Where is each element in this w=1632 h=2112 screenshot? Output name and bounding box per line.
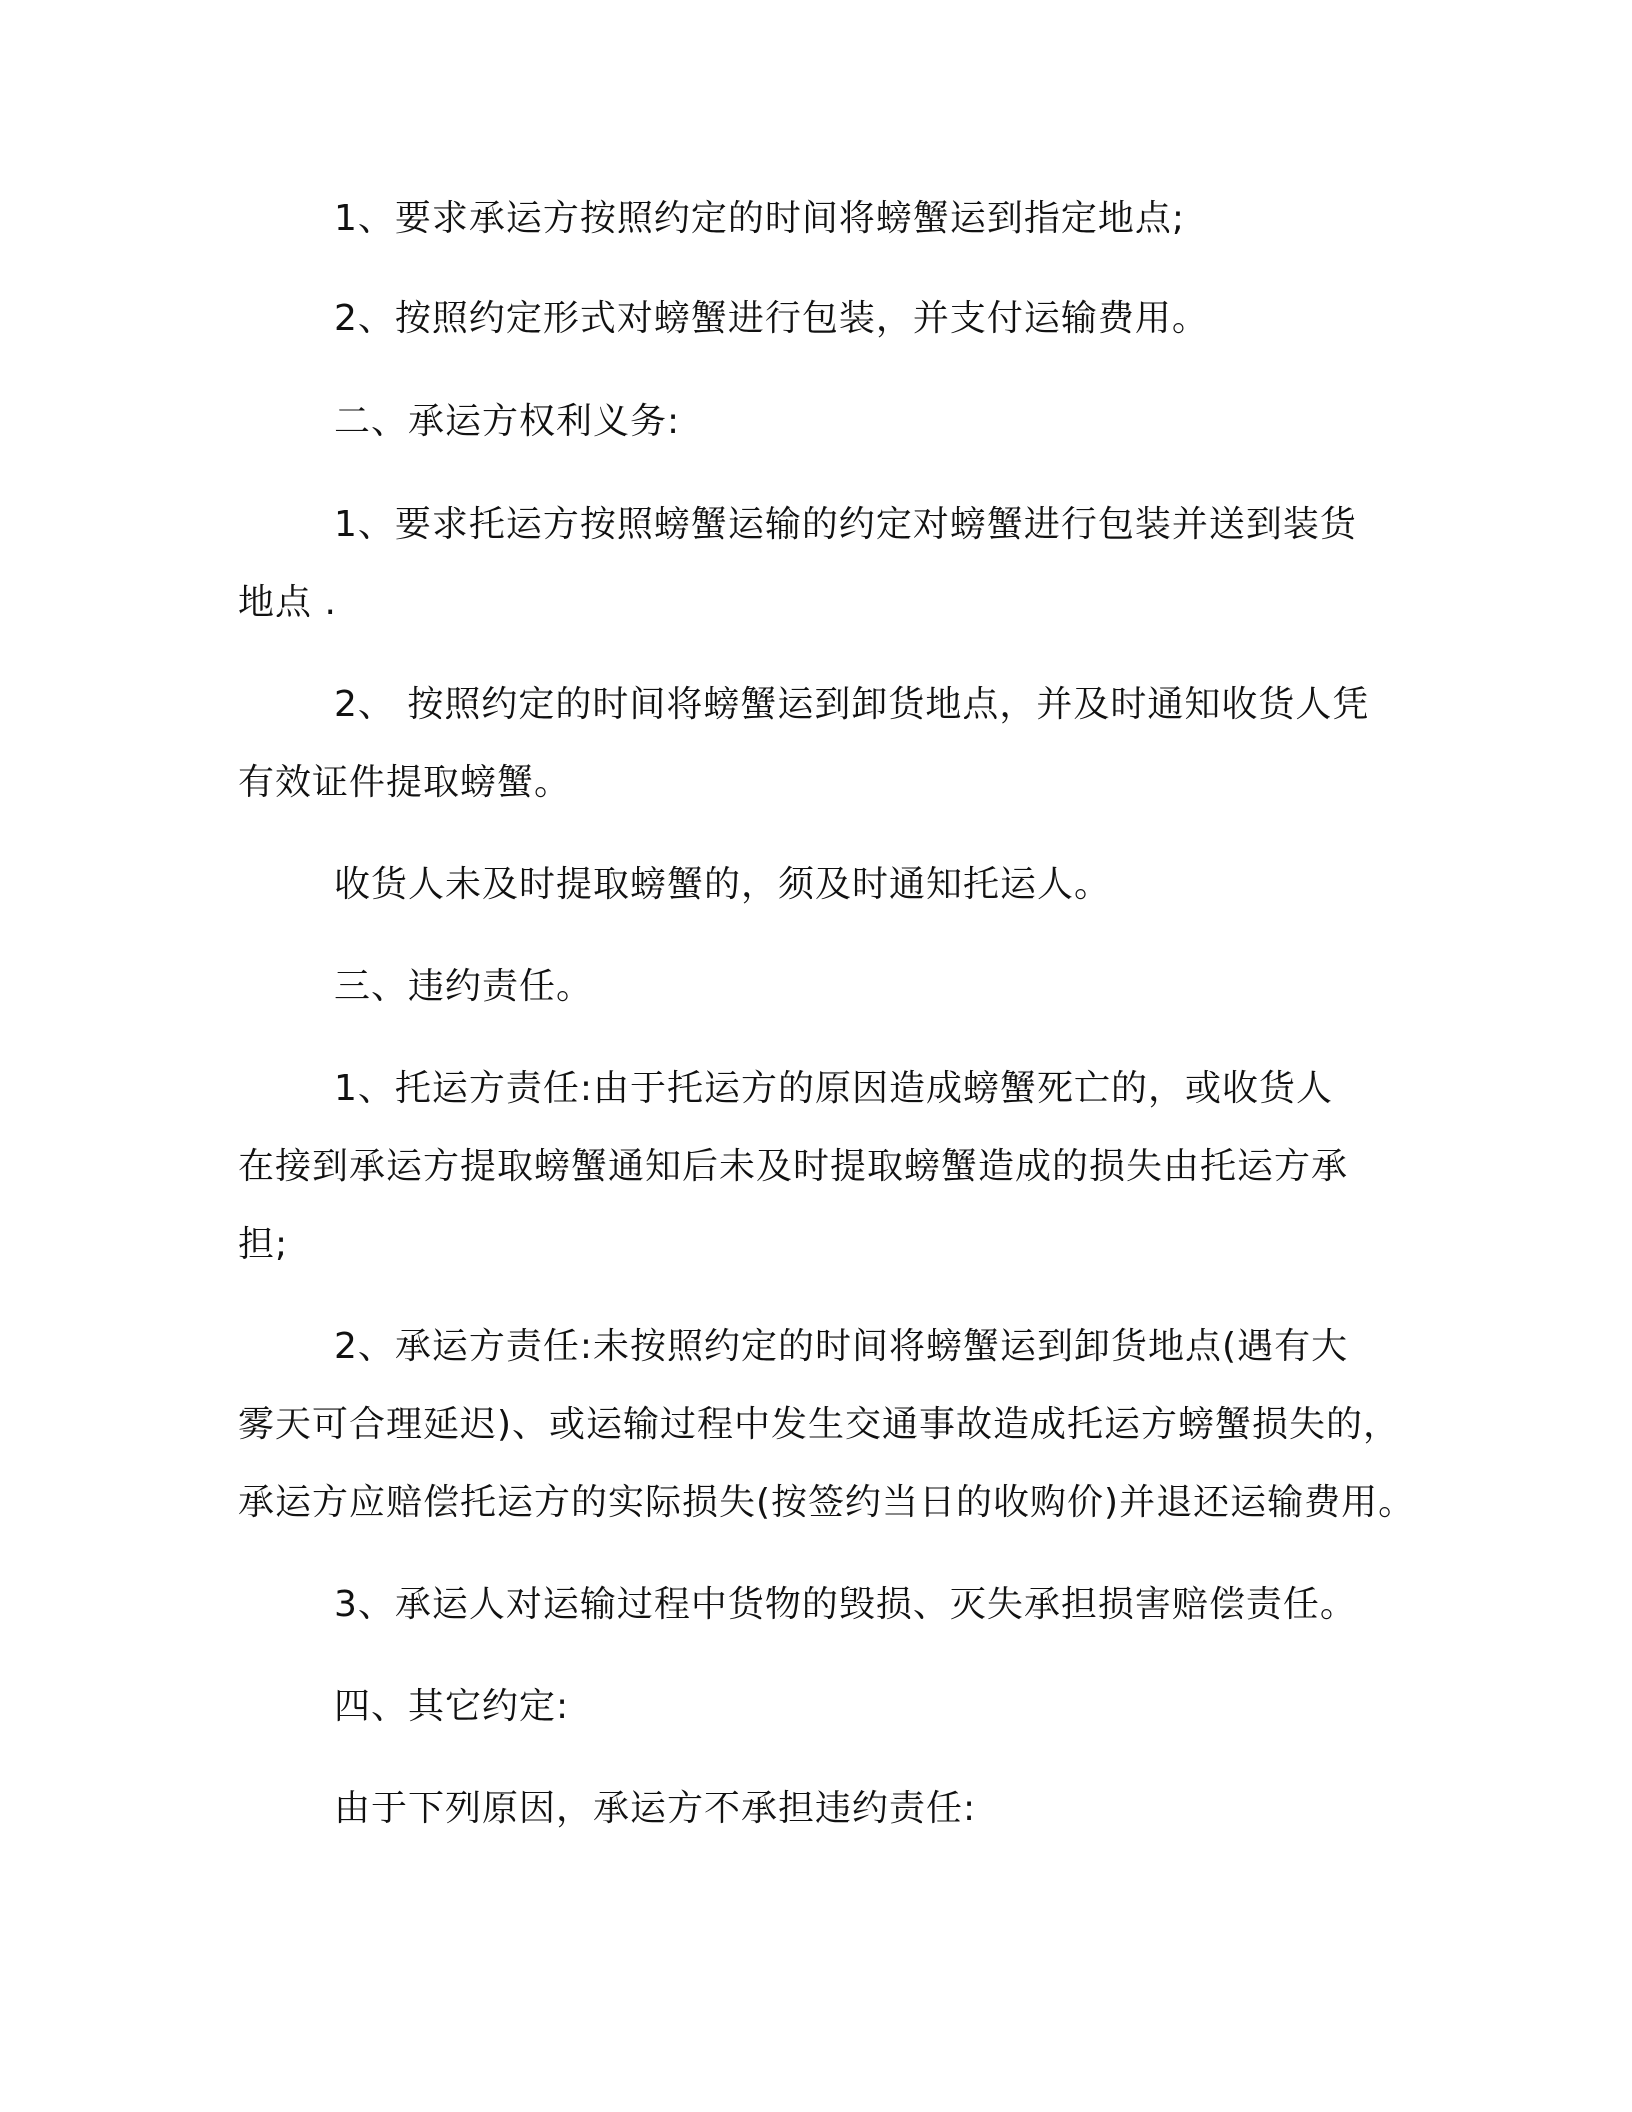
- clause-shipper-liability-end: 担;: [238, 1224, 289, 1265]
- clause-shipper-liability-continued: 在接到承运方提取螃蟹通知后未及时提取螃蟹造成的损失由托运方承: [238, 1146, 1349, 1187]
- clause-shipper-liability: 1、托运方责任:由于托运方的原因造成螃蟹死亡的，或收货人: [334, 1068, 1334, 1109]
- clause-carrier-liability: 2、承运方责任:未按照约定的时间将螃蟹运到卸货地点(遇有大: [334, 1326, 1349, 1367]
- clause-carrier-right-1: 1、要求托运方按照螃蟹运输的约定对螃蟹进行包装并送到装货: [334, 504, 1357, 545]
- section-heading-carrier-rights: 二、承运方权利义务:: [334, 401, 681, 442]
- clause-carrier-liability-end: 承运方应赔偿托运方的实际损失(按签约当日的收购价)并退还运输费用。: [238, 1482, 1416, 1523]
- clause-damage-compensation: 3、承运人对运输过程中货物的毁损、灭失承担损害赔偿责任。: [334, 1584, 1357, 1625]
- clause-carrier-right-2: 2、 按照约定的时间将螃蟹运到卸货地点，并及时通知收货人凭: [334, 684, 1370, 725]
- section-heading-breach-liability: 三、违约责任。: [334, 966, 594, 1007]
- clause-shipper-right-2: 2、按照约定形式对螃蟹进行包装，并支付运输费用。: [334, 298, 1209, 339]
- paragraph-consignee-notice: 收货人未及时提取螃蟹的，须及时通知托运人。: [334, 864, 1112, 905]
- clause-carrier-right-2-continued: 有效证件提取螃蟹。: [238, 762, 572, 803]
- clause-carrier-liability-continued: 雾天可合理延迟)、或运输过程中发生交通事故造成托运方螃蟹损失的，: [238, 1404, 1401, 1445]
- clause-carrier-right-1-continued: 地点 .: [238, 582, 337, 623]
- clause-shipper-right-1: 1、要求承运方按照约定的时间将螃蟹运到指定地点;: [334, 198, 1186, 239]
- paragraph-exemption-intro: 由于下列原因，承运方不承担违约责任:: [334, 1788, 977, 1829]
- section-heading-other-terms: 四、其它约定:: [334, 1686, 570, 1727]
